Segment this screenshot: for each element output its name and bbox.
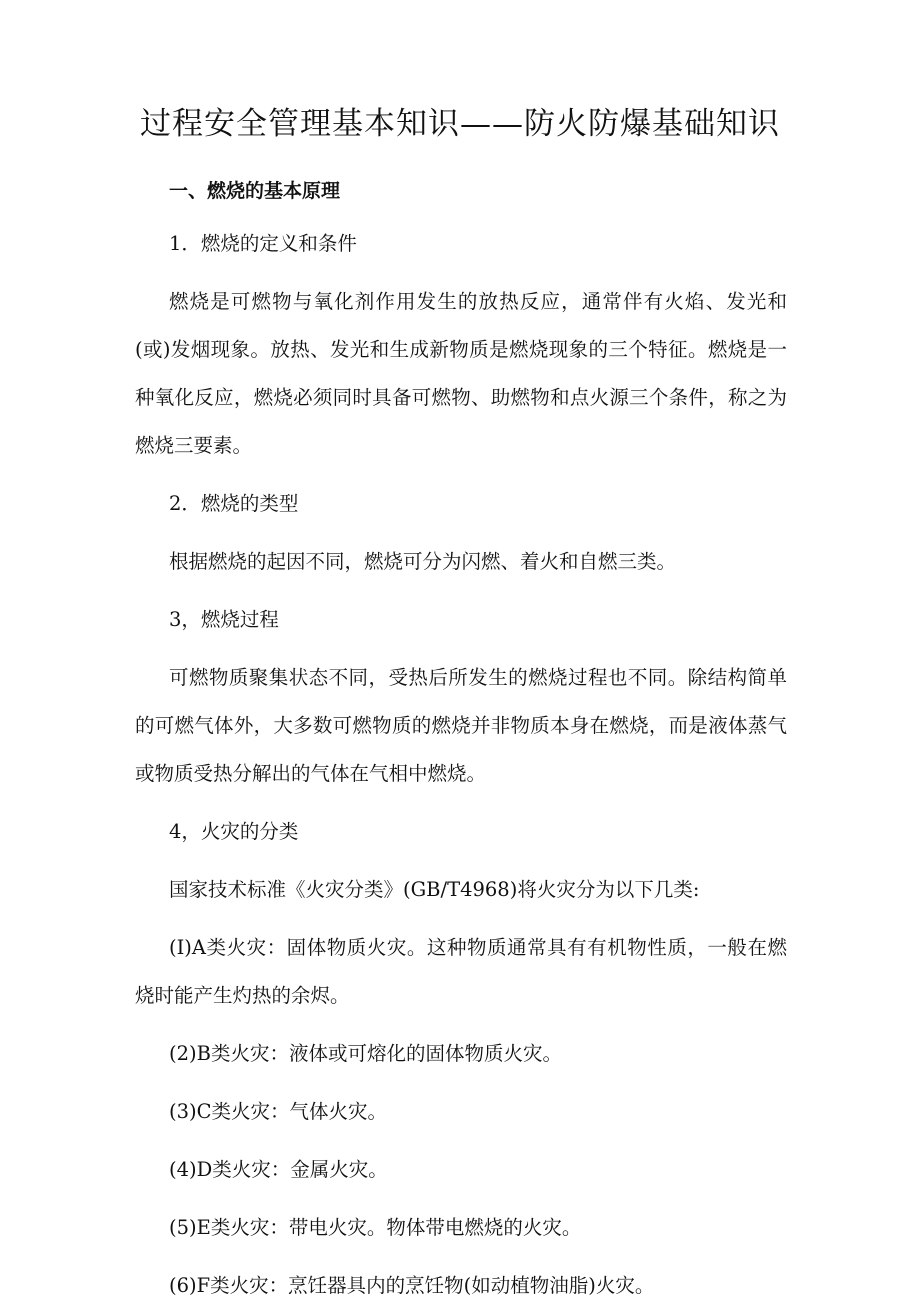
subsection-heading-1: 1．燃烧的定义和条件	[169, 232, 357, 255]
paragraph-combustion-definition: 燃烧是可燃物与氧化剂作用发生的放热反应，通常伴有火焰、发光和(或)发烟现象。放热、发光和生成新物质是燃烧现象的三个特征。燃烧是一种氧化反应，燃烧必须同时具备可燃物、助燃物和点火源三个条件，称之为燃烧三要素。	[135, 290, 787, 457]
paragraph-fire-classification-intro: 国家技术标准《火灾分类》(GB/T4968)将火灾分为以下几类:	[169, 878, 700, 901]
subsection-heading-4: 4，火灾的分类	[169, 820, 299, 843]
section-heading: 一、燃烧的基本原理	[169, 180, 341, 202]
list-item-class-d: (4)D类火灾：金属火灾。	[169, 1158, 388, 1181]
subsection-heading-3: 3，燃烧过程	[169, 608, 279, 631]
list-item-class-e: (5)E类火灾：带电火灾。物体带电燃烧的火灾。	[169, 1216, 582, 1239]
paragraph-combustion-types: 根据燃烧的起因不同，燃烧可分为闪燃、着火和自燃三类。	[169, 550, 677, 573]
list-item-class-a: (I)A类火灾：固体物质火灾。这种物质通常具有有机物性质，一般在燃烧时能产生灼热的余烬。	[135, 936, 787, 1007]
paragraph-combustion-process: 可燃物质聚集状态不同，受热后所发生的燃烧过程也不同。除结构简单的可燃气体外，大多数可燃物质的燃烧并非物质本身在燃烧，而是液体蒸气或物质受热分解出的气体在气相中燃烧。	[135, 666, 787, 785]
subsection-heading-2: 2．燃烧的类型	[169, 492, 299, 515]
list-item-class-c: (3)C类火灾：气体火灾。	[169, 1100, 388, 1123]
document-body	[135, 172, 787, 1310]
list-item-class-f: (6)F类火灾：烹饪器具内的烹饪物(如动植物油脂)火灾。	[169, 1274, 655, 1297]
document-title: 过程安全管理基本知识——防火防爆基础知识	[140, 106, 780, 142]
list-item-class-b: (2)B类火灾：液体或可熔化的固体物质火灾。	[169, 1042, 562, 1065]
